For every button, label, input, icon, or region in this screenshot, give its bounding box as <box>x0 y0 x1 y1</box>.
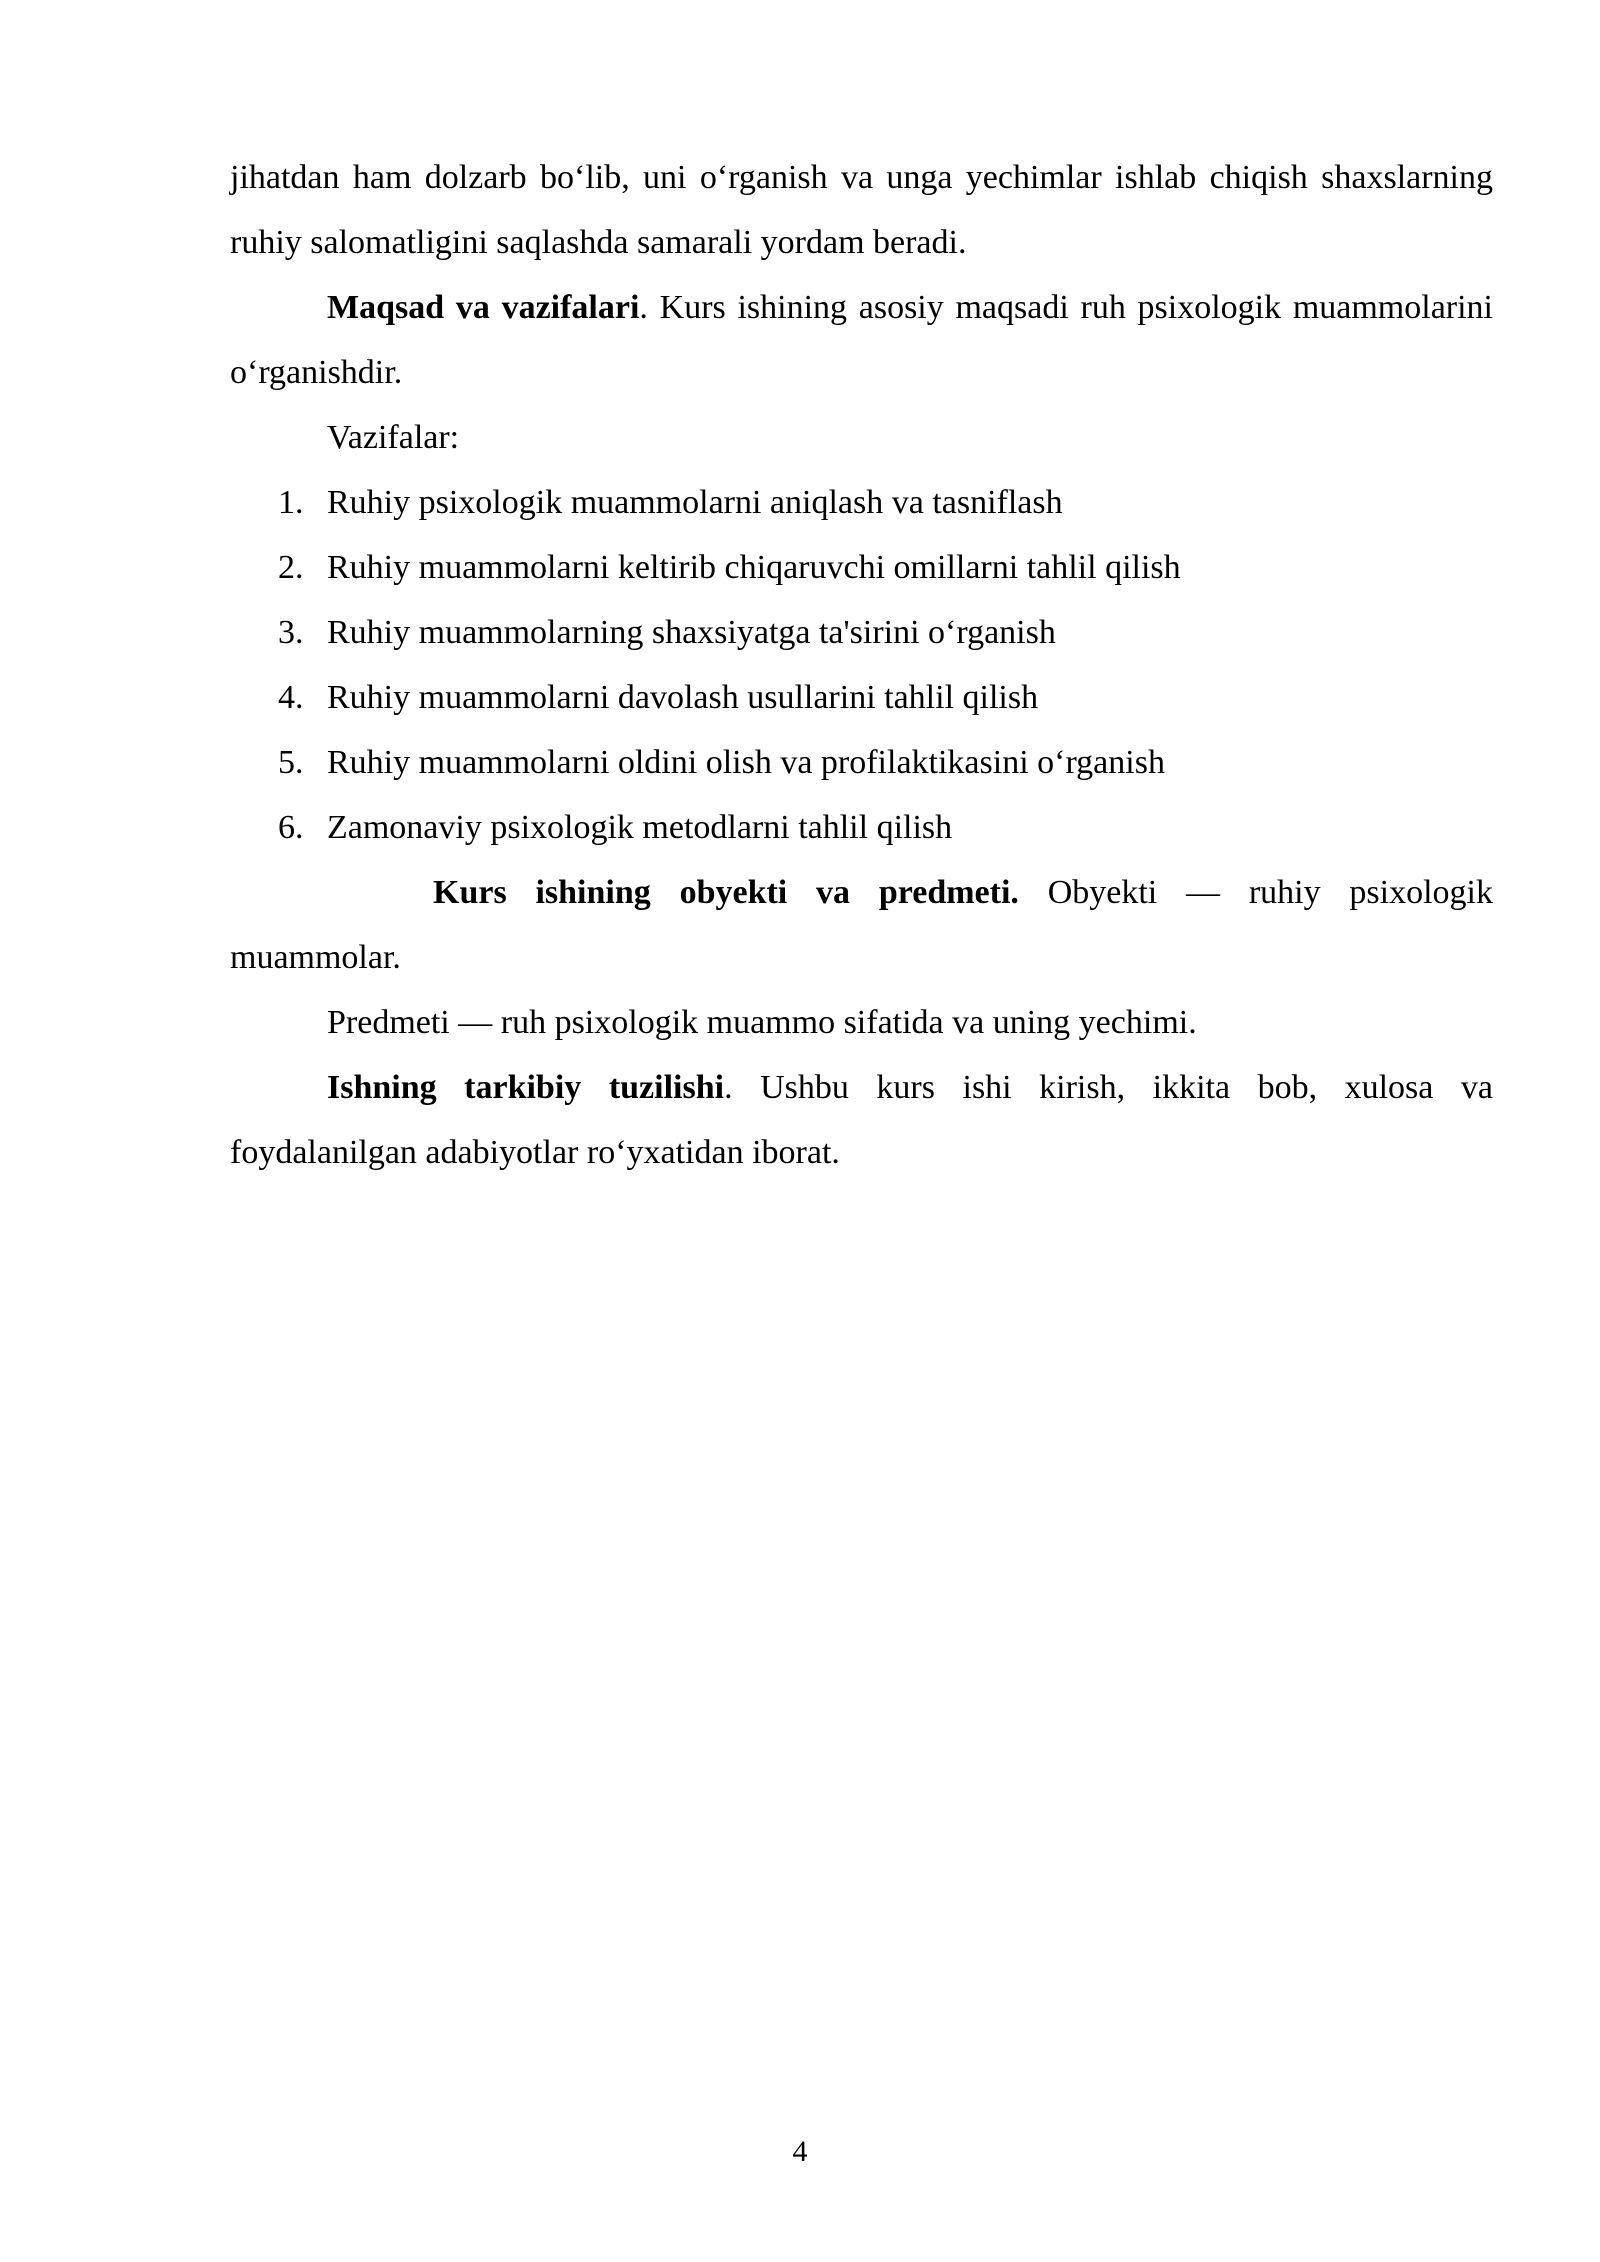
paragraph-goals <box>230 275 1493 405</box>
heading-goals: Maqsad va vazifalari <box>327 289 640 326</box>
heading-object-subject: Kurs ishining obyekti va predmeti. <box>433 874 1019 911</box>
list-item-number: 3. <box>278 614 304 651</box>
list-item-number: 4. <box>278 679 304 716</box>
list-item <box>230 600 1493 665</box>
paragraph-relevance: jihatdan ham dolzarb bo‘lib, uni o‘rganish va unga yechimlar ishlab chiqish shaxslarning ruhiy salomatligini saqlashda samarali yordam beradi. <box>230 159 1493 261</box>
list-item-text: Ruhiy muammolarni oldini olish va profilaktikasini o‘rganish <box>327 744 1165 781</box>
list-item <box>230 470 1493 535</box>
page-number: 4 <box>792 2135 808 2168</box>
tasks-label: Vazifalar: <box>327 419 460 456</box>
goals-text: . Kurs ishining asosiy maqsadi ruh psixologik muammolarini o‘rganishdir. <box>230 289 1493 391</box>
list-item <box>230 795 1493 860</box>
body-text <box>230 145 1493 1185</box>
paragraph-subject: Predmeti — ruh psixologik muammo sifatida va uning yechimi. <box>327 1004 1197 1041</box>
structure-text: . Ushbu kurs ishi kirish, ikkita bob, xulosa va foydalanilgan adabiyotlar ro‘yxatidan iborat. <box>230 1069 1494 1171</box>
list-item-text: Ruhiy muammolarni davolash usullarini tahlil qilish <box>327 679 1039 716</box>
list-item <box>230 665 1493 730</box>
list-item <box>230 535 1493 600</box>
list-item-number: 6. <box>278 809 304 846</box>
object-text: Obyekti — ruhiy psixologik muammolar. <box>230 874 1493 976</box>
list-item <box>230 730 1493 795</box>
list-item-text: Ruhiy muammolarni keltirib chiqaruvchi omillarni tahlil qilish <box>327 549 1181 586</box>
paragraph-object-subject <box>230 860 1493 990</box>
tasks-list <box>230 470 1493 860</box>
list-item-text: Zamonaviy psixologik metodlarni tahlil qilish <box>327 809 953 846</box>
list-item-number: 5. <box>278 744 304 781</box>
list-item-text: Ruhiy muammolarning shaxsiyatga ta'sirini o‘rganish <box>327 614 1056 651</box>
list-item-text: Ruhiy psixologik muammolarni aniqlash va tasniflash <box>327 484 1063 521</box>
list-item-number: 1. <box>278 484 304 521</box>
list-item-number: 2. <box>278 549 304 586</box>
paragraph-structure <box>230 1055 1493 1185</box>
heading-structure: Ishning tarkibiy tuzilishi <box>327 1069 725 1106</box>
